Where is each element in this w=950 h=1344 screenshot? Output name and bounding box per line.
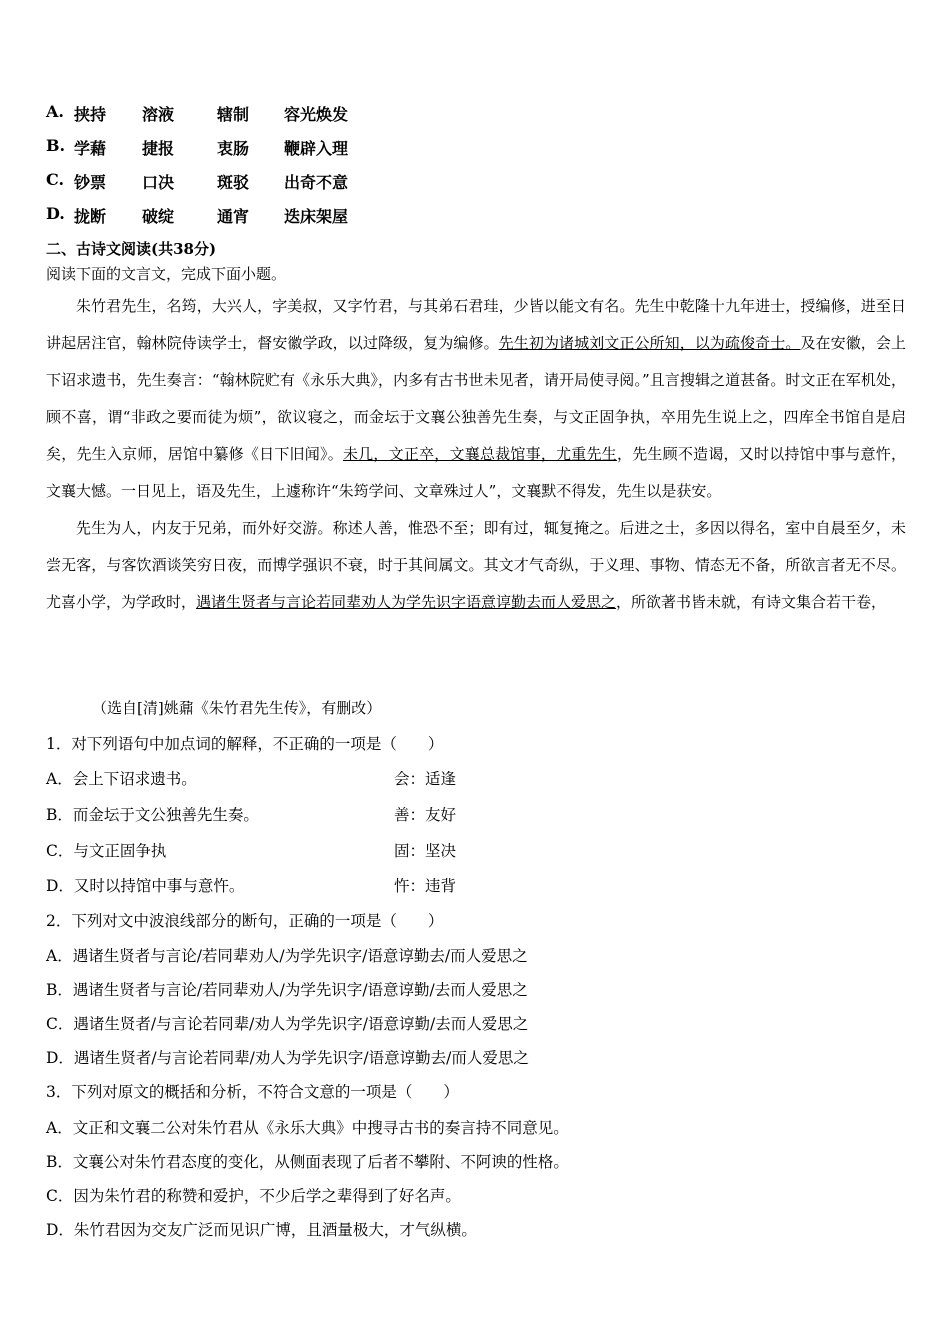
choice-word: 容光焕发 bbox=[284, 105, 349, 124]
question-2-option-a: A．遇诸生贤者与言论/若同辈劝人/为学先识字/语意谆勤去/而人爱思之 bbox=[46, 947, 528, 965]
question-1-gloss-d: 忤：违背 bbox=[394, 877, 457, 895]
section-title: 二、古诗文阅读(共38分) bbox=[46, 240, 217, 258]
passage-text: ，先生顾不造谒，又时以持馆中事与意忤，文襄大憾。一日见上，语及先生，上遽称许“朱筠学问、文章殊过人”，文襄默不得发，先生以是获安。 bbox=[46, 445, 906, 500]
choice-word: 钞票 bbox=[74, 173, 107, 192]
passage-text: 及在安徽，会上下诏求遗书，先生奏言：“翰林院贮有《永乐大典》，内多有古书世未见者，请开局使寻阅。”且言搜辑之道甚备。时文正在军机处，顾不喜，谓“非政之要而徒为烦”，欲议寝之，而金坛于文襄公独善先生奏，与文正固争执，卒用先生说上之，四库全书馆自是启矣，先生入京师，居馆中纂修《日下旧闻》。 bbox=[46, 334, 906, 463]
choice-word: 迭床架屋 bbox=[284, 207, 349, 226]
question-1-option-d: D．又时以持馆中事与意忤。 bbox=[46, 877, 245, 895]
choice-word: 学藉 bbox=[74, 139, 107, 158]
underlined-sentence: 先生初为诸城刘文正公所知，以为疏俊奇士。 bbox=[498, 334, 801, 352]
choice-word: 捷报 bbox=[142, 139, 175, 158]
choice-word: 辖制 bbox=[217, 105, 250, 124]
passage-text: ，所欲著书皆未就，有诗文集合若干卷， bbox=[616, 593, 887, 611]
choice-word: 挟持 bbox=[74, 105, 107, 124]
question-2-stem: 2．下列对文中波浪线部分的断句，正确的一项是（ ） bbox=[46, 912, 444, 930]
question-2-option-b: B．遇诸生贤者与言论/若同辈劝人/为学先识字/语意谆勤/去而人爱思之 bbox=[46, 981, 528, 999]
choice-word: 通宵 bbox=[217, 207, 250, 226]
question-1-option-a: A．会上下诏求遗书。 bbox=[46, 770, 197, 788]
question-1-option-b: B．而金坛于文公独善先生奏。 bbox=[46, 806, 259, 824]
question-1-gloss-b: 善：友好 bbox=[394, 806, 457, 824]
question-1-stem: 1．对下列语句中加点词的解释，不正确的一项是（ ） bbox=[46, 735, 444, 753]
underlined-sentence: 未几，文正卒，文襄总裁馆事，尤重先生 bbox=[342, 445, 617, 463]
choice-word: 溶液 bbox=[142, 105, 175, 124]
passage-text: 先生为人，内友于兄弟，而外好交游。称述人善，惟恐不至；即有过，辄复掩之。后进之士，多因以得名，室中自晨至夕，未尝无客，与客饮酒谈笑穷日夜，而博学强识不衰，时于其间属文。其文才气奇纵，于义理、事物、情态无不备，所欲言者无不尽。尤喜小学，为学政时， bbox=[46, 519, 906, 611]
choice-letter: C. bbox=[46, 170, 65, 189]
choice-word: 口决 bbox=[142, 173, 175, 192]
passage-paragraph-2 bbox=[46, 510, 906, 621]
choice-word: 衷肠 bbox=[217, 139, 250, 158]
choice-word: 拢断 bbox=[74, 207, 107, 226]
choice-letter: B. bbox=[46, 136, 66, 155]
question-3-option-a: A．文正和文襄二公对朱竹君从《永乐大典》中搜寻古书的奏言持不同意见。 bbox=[46, 1119, 569, 1137]
question-3-option-d: D．朱竹君因为交友广泛而见识广博，且酒量极大，才气纵横。 bbox=[46, 1221, 477, 1239]
question-1-gloss-c: 固：坚决 bbox=[394, 842, 457, 860]
question-3-option-b: B．文襄公对朱竹君态度的变化，从侧面表现了后者不攀附、不阿谀的性格。 bbox=[46, 1153, 569, 1171]
question-2-option-c: C．遇诸生贤者/与言论若同辈/劝人为学先识字/语意谆勤/去而人爱思之 bbox=[46, 1015, 529, 1033]
section-instruction: 阅读下面的文言文，完成下面小题。 bbox=[46, 265, 287, 283]
passage-source: （选自[清]姚鼐《朱竹君先生传》，有删改） bbox=[92, 699, 382, 717]
passage-paragraph-1 bbox=[46, 288, 906, 510]
choice-word: 鞭辟入理 bbox=[284, 139, 349, 158]
question-2-option-d: D．遇诸生贤者/与言论若同辈/劝人为学先识字/语意谆勤去/而人爱思之 bbox=[46, 1049, 529, 1067]
choice-word: 破绽 bbox=[142, 207, 175, 226]
choice-word: 出奇不意 bbox=[284, 173, 349, 192]
passage-text: 朱竹君先生，名筠，大兴人，字美叔，又字竹君，与其弟石君珪，少皆以能文有名。先生中乾隆十九年进士，授编修，进至日讲起居注官，翰林院侍读学士，督安徽学政，以过降级，复为编修。 bbox=[46, 297, 906, 352]
question-1-gloss-a: 会：适逢 bbox=[394, 770, 457, 788]
choice-word: 斑驳 bbox=[217, 173, 250, 192]
choice-letter: D. bbox=[46, 204, 65, 223]
question-3-stem: 3．下列对原文的概括和分析，不符合文意的一项是（ ） bbox=[46, 1083, 459, 1101]
question-1-option-c: C．与文正固争执 bbox=[46, 842, 167, 860]
passage bbox=[46, 288, 906, 621]
question-3-option-c: C．因为朱竹君的称赞和爱护，不少后学之辈得到了好名声。 bbox=[46, 1187, 461, 1205]
wavy-line-sentence: 遇诸生贤者与言论若同辈劝人为学先识字语意谆勤去而人爱思之 bbox=[196, 593, 617, 611]
choice-letter: A. bbox=[46, 102, 64, 121]
